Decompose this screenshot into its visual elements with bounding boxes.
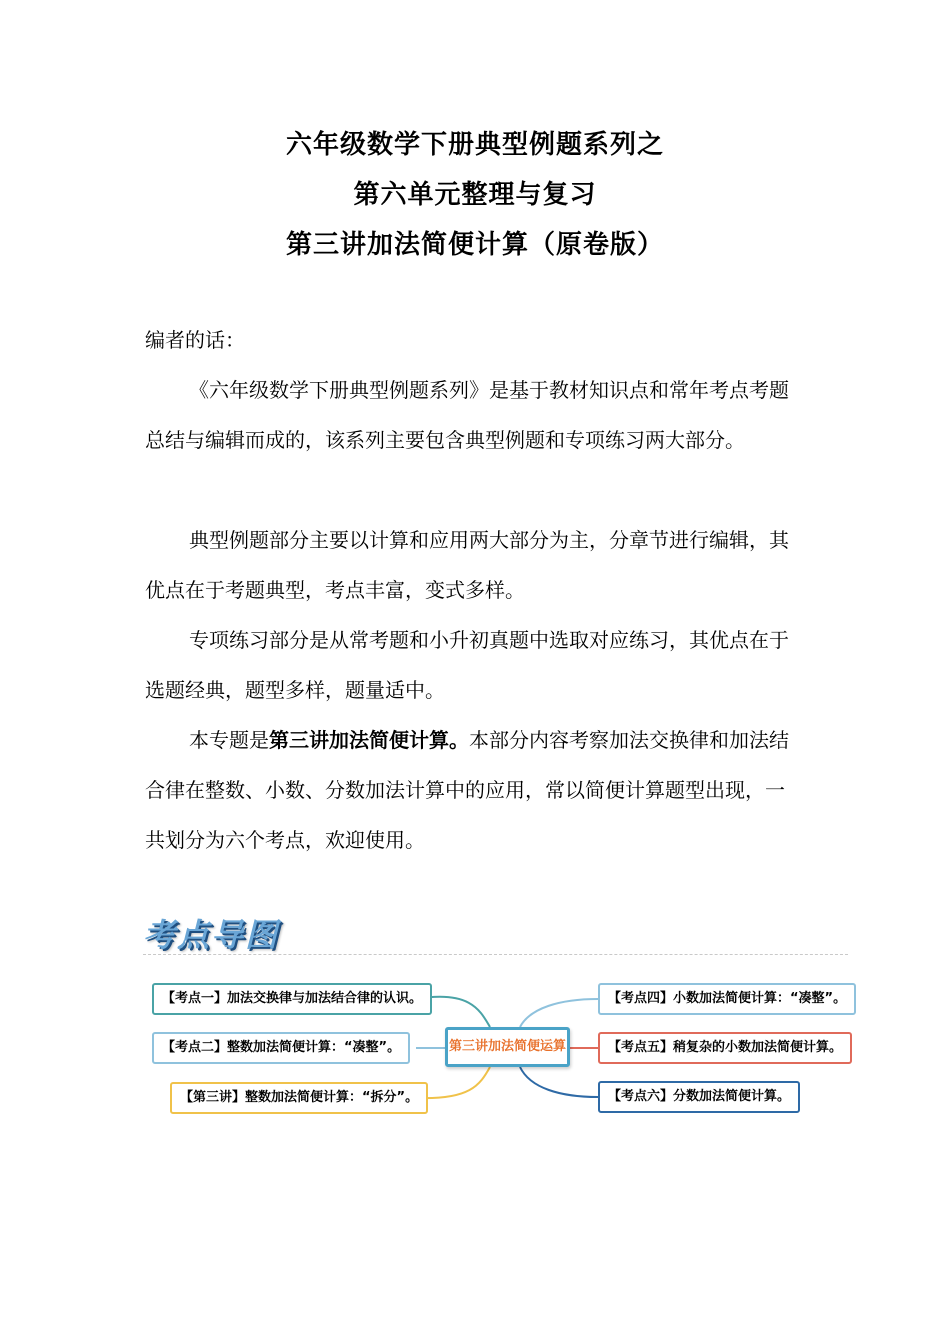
mindmap-node-point-4: 【考点四】小数加法简便计算：“凑整”。 [598, 983, 856, 1015]
mindmap-node-point-1: 【考点一】加法交换律与加法结合律的认识。 [152, 983, 432, 1015]
mindmap-node-point-5: 【考点五】稍复杂的小数加法简便计算。 [598, 1032, 852, 1064]
paragraph-4-topic: 第三讲加法简便计算。 [269, 728, 469, 752]
doc-title-line2: 第六单元整理与复习 [353, 180, 597, 210]
connector-right-3 [520, 1067, 598, 1097]
paragraph-4-suffix: 本部分内容考察加法交换律和加法结合律在整数、小数、分数加法计算中的应用，常以简便计算题型出现，一共划分为六个考点，欢迎使用。 [145, 728, 789, 852]
mindmap-center-node: 第三讲加法简便运算 [445, 1027, 570, 1067]
mindmap-node-point-3: 【第三讲】整数加法简便计算：“拆分”。 [170, 1082, 428, 1114]
paragraph-4-prefix: 本专题是 [189, 728, 269, 752]
doc-title-line3: 第三讲加法简便计算（原卷版） [285, 230, 664, 260]
mindmap-node-point-6: 【考点六】分数加法简便计算。 [598, 1081, 800, 1113]
connector-right-1 [520, 999, 598, 1027]
editor-note-paragraph-2: 典型例题部分主要以计算和应用两大部分为主，分章节进行编辑，其优点在于考题典型，考点丰富，变式多样。 [145, 528, 789, 602]
mindmap-node-point-2: 【考点二】整数加法简便计算：“凑整”。 [152, 1032, 410, 1064]
editor-note-paragraph-1: 《六年级数学下册典型例题系列》是基于教材知识点和常年考点考题总结与编辑而成的，该系列主要包含典型例题和专项练习两大部分。 [145, 378, 789, 452]
editor-note-paragraph-3: 专项练习部分是从常考题和小升初真题中选取对应练习，其优点在于选题经典，题型多样，题量适中。 [145, 628, 789, 702]
doc-title-line1: 六年级数学下册典型例题系列之 [285, 130, 664, 160]
editor-note-heading: 编者的话： [145, 328, 245, 352]
mindmap-section-title: 考点导图 [143, 916, 280, 954]
